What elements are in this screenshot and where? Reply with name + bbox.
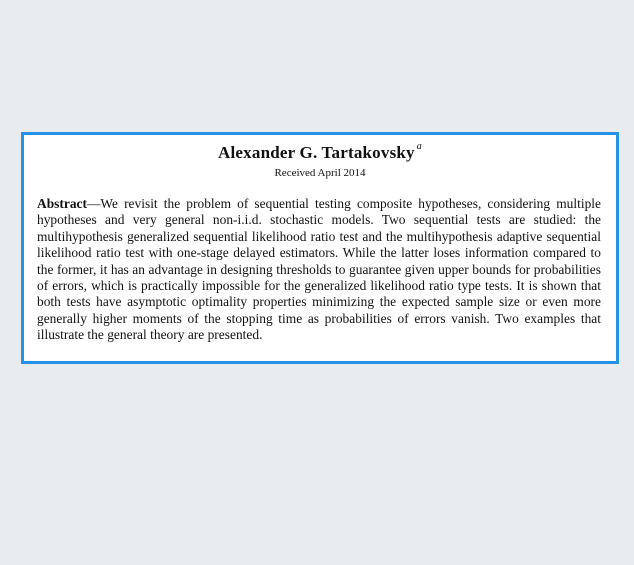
abstract-paragraph xyxy=(37,196,601,344)
abstract-text: We revisit the problem of sequential testing composite hypotheses, considering multiple hypotheses and very general non-i.i.d. stochastic models. Two sequential tests are studied: the multihypothesis generalized sequential likelihood ratio test and the multihypothesis adaptive sequential likelihood ratio test with one-stage delayed estimators. While the latter loses information compared to the former, it has an advantage in designing thresholds to guarantee given upper bounds for probabilities of errors, which is practically impossible for the generalized likelihood ratio type tests. It is shown that both tests have asymptotic optimality properties minimizing the expected sample size or even more generally higher moments of the stopping time as probabilities of errors vanish. Two examples that illustrate the general theory are presented. xyxy=(37,196,601,343)
author-affiliation-mark: a xyxy=(416,141,422,153)
received-date: Received April 2014 xyxy=(274,167,366,179)
author-name xyxy=(24,143,616,163)
author-name-text: Alexander G. Tartakovsky xyxy=(218,143,415,162)
abstract-label: Abstract xyxy=(37,196,87,211)
abstract-dash: — xyxy=(87,196,101,211)
paper-excerpt-box xyxy=(21,132,619,364)
